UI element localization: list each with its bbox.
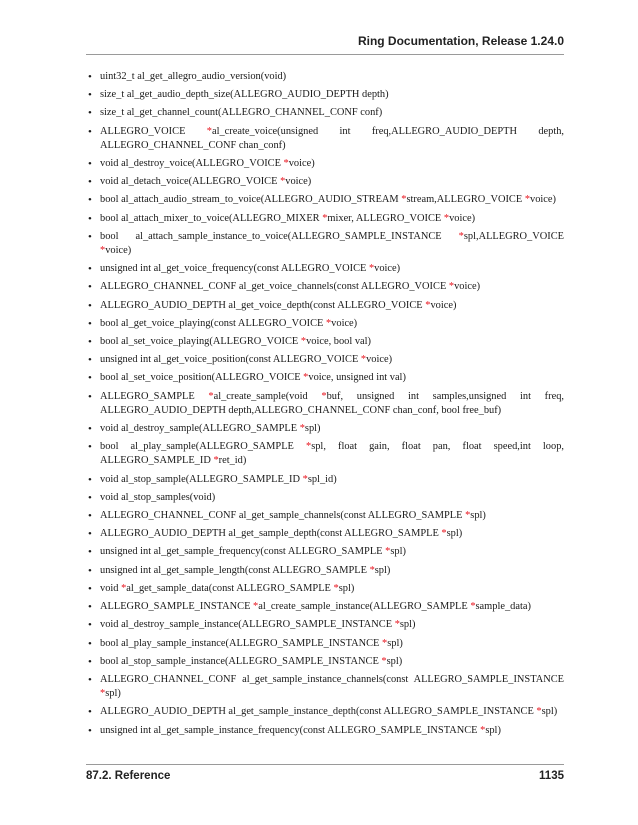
signature-text: voice) [366,354,393,366]
signature-text: bool al_attach_mixer_to_voice(ALLEGRO_MIXER [100,212,323,224]
pointer-asterisk: * [208,390,214,402]
signature-text: ret_id) [218,455,247,467]
signature-text: voice) [331,317,358,329]
signature-text: unsigned int al_get_sample_frequency(const ALLEGRO_SAMPLE [100,546,386,558]
list-item [86,175,564,189]
list-item [86,564,564,578]
list-item [86,655,564,669]
header-rule [86,54,564,55]
pointer-asterisk: * [465,510,471,522]
signature-text: al_create_sample_instance(ALLEGRO_SAMPLE [258,601,471,613]
list-item [86,724,564,738]
pointer-asterisk: * [299,423,305,435]
signature-text: void al_destroy_voice(ALLEGRO_VOICE [100,158,284,170]
signature-text: al_create_sample(void [213,390,322,402]
list-item [86,491,564,505]
pointer-asterisk: * [524,194,531,206]
list-item [86,317,564,331]
signature-text: voice) [430,299,457,311]
signature-text: ALLEGRO_VOICE [100,125,207,137]
list-item [86,371,564,385]
signature-text: spl_id) [307,473,337,485]
pointer-asterisk: * [480,724,486,736]
list-item [86,600,564,614]
signature-text: bool al_set_voice_playing(ALLEGRO_VOICE [100,336,301,348]
pointer-asterisk: * [401,194,407,206]
signature-text: void al_detach_voice(ALLEGRO_VOICE [100,176,281,188]
signature-text: sample_data) [475,601,531,613]
list-item [86,637,564,651]
list-item [86,673,564,701]
function-list [86,70,564,738]
signature-text: voice) [530,194,556,206]
signature-text: bool al_get_voice_playing(const ALLEGRO_VOICE [100,317,326,329]
pointer-asterisk: * [333,582,339,594]
list-item [86,193,564,207]
list-item [86,705,564,719]
pointer-asterisk: * [381,655,387,667]
signature-text: spl) [399,619,416,631]
signature-text: spl) [485,724,501,736]
signature-text: stream,ALLEGRO_VOICE [406,194,525,206]
pointer-asterisk: * [394,619,400,631]
signature-text: unsigned int al_get_voice_frequency(const ALLEGRO_VOICE [100,263,369,275]
signature-text: spl) [387,637,403,649]
signature-text: bool al_play_sample_instance(ALLEGRO_SAMPLE_INSTANCE [100,637,382,649]
signature-text: uint32_t al_get_allegro_audio_version(void) [100,71,287,82]
signature-text: mixer, ALLEGRO_VOICE [327,212,444,224]
list-item [86,212,564,226]
pointer-asterisk: * [536,706,542,718]
signature-text: bool al_attach_sample_instance_to_voice(ALLEGRO_SAMPLE_INSTANCE [100,230,459,242]
signature-text: ALLEGRO_AUDIO_DEPTH al_get_voice_depth(const ALLEGRO_VOICE [100,299,426,311]
list-item [86,230,564,258]
signature-text: voice, unsigned int val) [308,372,406,384]
list-item [86,618,564,632]
signature-text: unsigned int al_get_sample_length(const ALLEGRO_SAMPLE [100,564,370,576]
signature-text: void al_stop_samples(void) [100,491,216,503]
pointer-asterisk: * [458,230,464,242]
signature-text: ALLEGRO_SAMPLE [100,390,209,402]
signature-text: spl) [541,706,558,718]
pointer-asterisk: * [425,299,431,311]
signature-text: spl) [390,546,406,558]
pointer-asterisk: * [280,176,286,188]
pointer-asterisk: * [325,317,332,329]
signature-text: void al_stop_sample(ALLEGRO_SAMPLE_ID [100,473,303,485]
signature-text: spl,ALLEGRO_VOICE [463,230,564,242]
pointer-asterisk: * [360,354,367,366]
page-content [86,70,564,742]
list-item [86,545,564,559]
list-item [86,157,564,171]
list-item [86,527,564,541]
pointer-asterisk: * [213,455,219,467]
pointer-asterisk: * [382,637,388,649]
page-header-title: Ring Documentation, Release 1.24.0 [357,34,564,48]
signature-text: spl, float gain, float pan, float speed,int loop, ALLEGRO_SAMPLE_ID [100,441,564,467]
signature-text: voice) [285,176,312,188]
signature-text: ALLEGRO_CHANNEL_CONF al_get_voice_channels(const ALLEGRO_VOICE [100,281,449,293]
signature-text: bool al_play_sample(ALLEGRO_SAMPLE [100,441,306,453]
signature-text: unsigned int al_get_sample_instance_frequency(const ALLEGRO_SAMPLE_INSTANCE [100,724,481,736]
signature-text: bool al_set_voice_position(ALLEGRO_VOICE [100,372,304,384]
signature-text: ALLEGRO_CHANNEL_CONF al_get_sample_channels(const ALLEGRO_SAMPLE [100,510,466,522]
signature-text: void [100,582,122,594]
signature-text: spl) [374,564,391,576]
list-item [86,125,564,153]
list-item [86,106,564,120]
signature-text: spl) [446,528,463,540]
list-item [86,509,564,523]
pointer-asterisk: * [100,245,106,257]
signature-text: bool al_stop_sample_instance(ALLEGRO_SAMPLE_INSTANCE [100,655,382,667]
footer-page-number: 1135 [539,770,564,782]
list-item [86,353,564,367]
list-item [86,299,564,313]
signature-text: buf, unsigned int samples,unsigned int freq, ALLEGRO_AUDIO_DEPTH depth,ALLEGRO_CHANNEL_CONF chan_conf, bool free_buf) [100,390,565,416]
signature-text: ALLEGRO_AUDIO_DEPTH al_get_sample_instance_depth(const ALLEGRO_SAMPLE_INSTANCE [100,706,537,718]
pointer-asterisk: * [441,528,447,540]
list-item [86,88,564,102]
signature-text: voice) [449,212,476,224]
pointer-asterisk: * [253,601,259,613]
list-item [86,70,564,84]
pointer-asterisk: * [283,158,289,170]
signature-text: voice) [374,263,401,275]
signature-text: spl) [386,655,403,667]
pointer-asterisk: * [303,372,309,384]
pointer-asterisk: * [322,212,328,224]
signature-text: spl) [338,582,355,594]
pointer-asterisk: * [470,601,476,613]
pointer-asterisk: * [448,281,455,293]
list-item [86,280,564,294]
signature-text: spl) [470,510,486,522]
signature-text: bool al_attach_audio_stream_to_voice(ALLEGRO_AUDIO_STREAM [100,194,402,206]
pointer-asterisk: * [385,546,391,558]
list-item [86,262,564,276]
list-item [86,473,564,487]
signature-text: voice) [454,281,481,293]
pointer-asterisk: * [100,688,106,700]
list-item [86,582,564,596]
signature-text: voice) [288,158,315,170]
signature-text: spl) [105,688,121,700]
pointer-asterisk: * [368,263,375,275]
signature-text: al_get_sample_data(const ALLEGRO_SAMPLE [126,582,334,594]
list-item [86,422,564,436]
pointer-asterisk: * [369,564,375,576]
pointer-asterisk: * [206,125,212,137]
footer-section: 87.2. Reference [86,770,171,782]
pointer-asterisk: * [302,473,308,485]
signature-text: al_create_voice(unsigned int freq,ALLEGRO_AUDIO_DEPTH depth, ALLEGRO_CHANNEL_CONF chan_conf) [100,125,564,151]
pointer-asterisk: * [305,441,312,453]
pointer-asterisk: * [321,390,327,402]
signature-text: voice) [105,245,132,257]
signature-text: size_t al_get_channel_count(ALLEGRO_CHANNEL_CONF conf) [100,107,383,119]
list-item [86,335,564,349]
signature-text: ALLEGRO_AUDIO_DEPTH al_get_sample_depth(const ALLEGRO_SAMPLE [100,528,442,540]
pointer-asterisk: * [121,582,127,594]
pointer-asterisk: * [443,212,450,224]
signature-text: ALLEGRO_CHANNEL_CONF al_get_sample_instance_channels(const ALLEGRO_SAMPLE_INSTANCE [100,673,564,685]
list-item [86,390,564,418]
signature-text: unsigned int al_get_voice_position(const ALLEGRO_VOICE [100,354,361,366]
signature-text: void al_destroy_sample(ALLEGRO_SAMPLE [100,423,300,435]
footer-rule [86,764,564,765]
signature-text: spl) [304,423,321,435]
signature-text: voice, bool val) [306,336,371,348]
signature-text: size_t al_get_audio_depth_size(ALLEGRO_AUDIO_DEPTH depth) [100,89,389,101]
list-item [86,440,564,468]
signature-text: ALLEGRO_SAMPLE_INSTANCE [100,601,254,613]
signature-text: void al_destroy_sample_instance(ALLEGRO_SAMPLE_INSTANCE [100,619,395,631]
pointer-asterisk: * [300,336,307,348]
